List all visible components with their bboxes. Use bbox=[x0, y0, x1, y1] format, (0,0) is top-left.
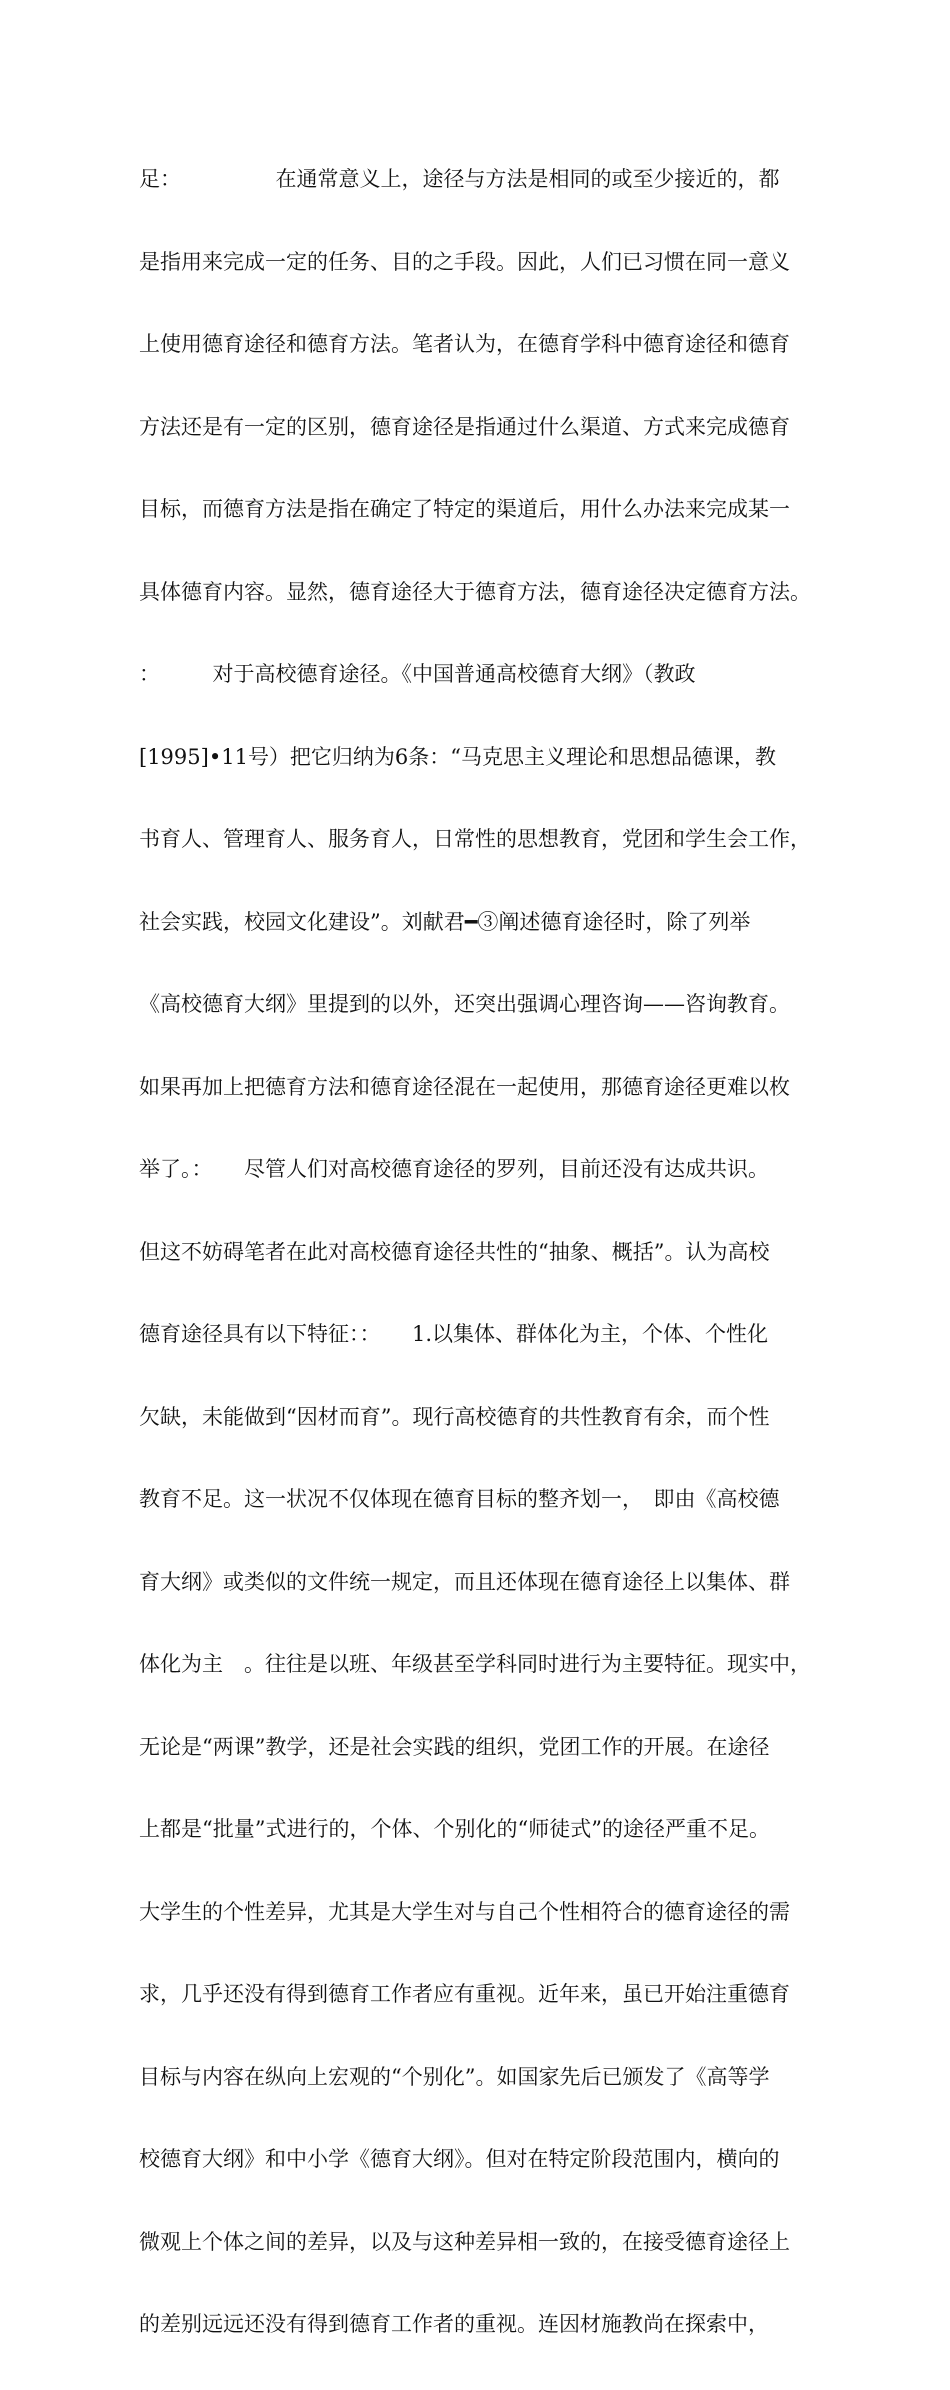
text-line: 体化为主 。往往是以班、年级甚至学科同时进行为主要特征。现实中， bbox=[139, 1652, 811, 1676]
text-line: 目标，而德育方法是指在确定了特定的渠道后，用什么办法来完成某一 bbox=[139, 497, 790, 521]
text-line: 是指用来完成一定的任务、目的之手段。因此，人们已习惯在同一意义 bbox=[139, 249, 790, 274]
text-line: 社会实践，校园文化建设”。刘献君━③阐述德育途径时，除了列举 bbox=[139, 909, 751, 934]
text-line: 目标与内容在纵向上宏观的“个别化”。如国家先后已颁发了《高等学 bbox=[139, 2064, 770, 2089]
text-line: 如果再加上把德育方法和德育途径混在一起使用，那德育途径更难以枚 bbox=[139, 1074, 790, 1099]
text-line: 大学生的个性差异，尤其是大学生对与自己个性相符合的德育途径的需 bbox=[139, 1899, 790, 1924]
text-line: 上使用德育途径和德育方法。笔者认为，在德育学科中德育途径和德育 bbox=[139, 332, 790, 356]
text-line: 求，几乎还没有得到德育工作者应有重视。近年来，虽已开始注重德育 bbox=[139, 1982, 790, 2006]
text-line: ： 对于高校德育途径。《中国普通高校德育大纲》（教政 bbox=[139, 662, 696, 686]
text-line: 举了。： 尽管人们对高校德育途径的罗列，目前还没有达成共识。 bbox=[139, 1157, 769, 1181]
text-line: 方法还是有一定的区别，德育途径是指通过什么渠道、方式来完成德育 bbox=[139, 414, 790, 439]
text-line: 具体德育内容。显然，德育途径大于德育方法，德育途径决定德育方法。 bbox=[139, 579, 811, 604]
text-line: 足： 在通常意义上，途径与方法是相同的或至少接近的，都 bbox=[139, 167, 780, 191]
text-line: 德育途径具有以下特征：： 1.以集体、群体化为主，个体、个性化 bbox=[139, 1322, 769, 1346]
body-text bbox=[139, 114, 829, 2390]
text-line: 的差别远远还没有得到德育工作者的重视。连因材施教尚在探索中， bbox=[139, 2312, 769, 2336]
text-line: [1995]•11号）把它归纳为6条：“马克思主义理论和思想品德课，教 bbox=[139, 744, 777, 769]
text-line: 《高校德育大纲》里提到的以外，还突出强调心理咨询——咨询教育。 bbox=[139, 992, 790, 1016]
text-line: 无论是“两课”教学，还是社会实践的组织，党团工作的开展。在途径 bbox=[139, 1734, 770, 1759]
text-line: 但这不妨碍笔者在此对高校德育途径共性的“抽象、概括”。认为高校 bbox=[139, 1239, 770, 1264]
text-line: 校德育大纲》和中小学《德育大纲》。但对在特定阶段范围内，横向的 bbox=[139, 2147, 780, 2171]
text-line: 教育不足。这一状况不仅体现在德育目标的整齐划一， 即由《高校德 bbox=[139, 1487, 780, 1511]
text-line: 欠缺，未能做到“因材而育”。现行高校德育的共性教育有余，而个性 bbox=[139, 1404, 770, 1429]
text-line: 育大纲》或类似的文件统一规定，而且还体现在德育途径上以集体、群 bbox=[139, 1569, 790, 1594]
text-line: 微观上个体之间的差异，以及与这种差异相一致的，在接受德育途径上 bbox=[139, 2229, 790, 2254]
text-line: 上都是“批量”式进行的，个体、个别化的“师徒式”的途径严重不足。 bbox=[139, 1817, 770, 1841]
text-line: 书育人、管理育人、服务育人，日常性的思想教育，党团和学生会工作， bbox=[139, 827, 811, 851]
